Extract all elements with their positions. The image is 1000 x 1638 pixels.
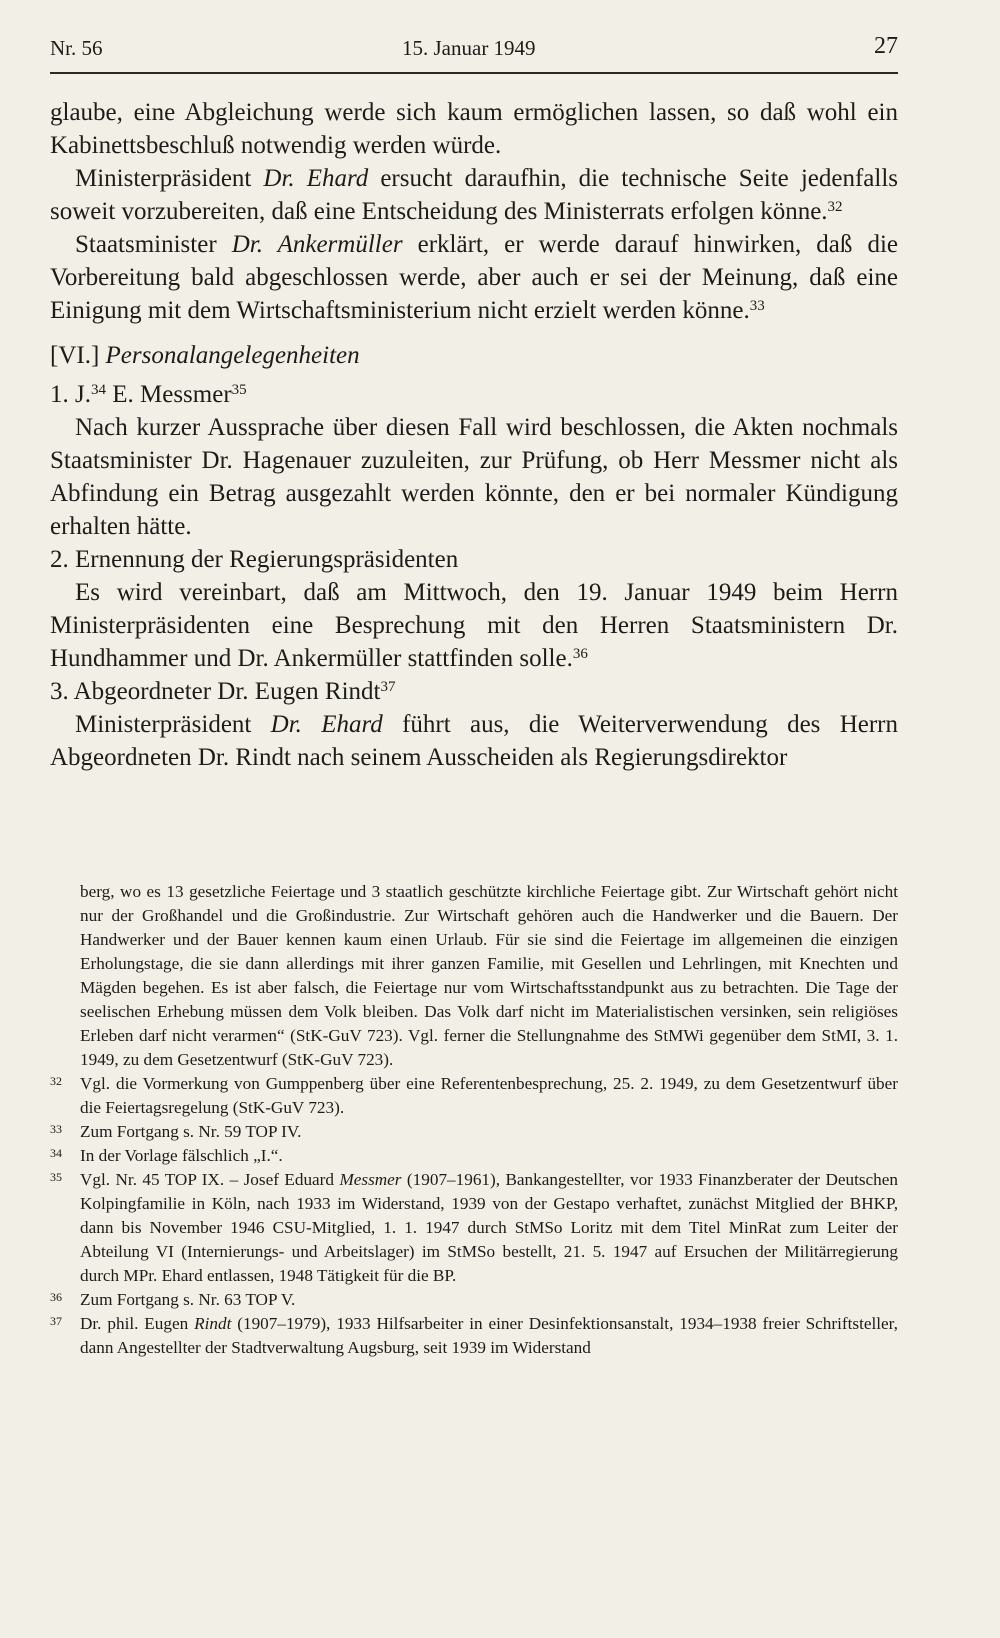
footnote-ref: 35 [231,381,247,398]
item-heading: 2. Ernennung der Regierungspräsidenten [50,546,459,573]
person-name: Rindt [194,1314,232,1333]
footnote-number: 34 [50,1146,62,1160]
running-header [50,30,898,74]
footnote-34: 34 In der Vorlage fälschlich „I.“. [50,1146,283,1165]
section-heading: [VI.] Personalangelegenheiten [50,342,360,369]
footnote-35: 35 Vgl. Nr. 45 TOP IX. – Josef Eduard Messmer (1907–1961), Bankangestellter, vor 1933 Finanzberater der Deutschen Kolpingfamilie in Köln, nach 1933 im Widerstand, 1939 von der Gestapo verhaftet, zunächst Mitglied der BHKP, dann bis November 1946 CSU-Mitglied, 1. 1. 1947 durch StMSo Loritz mit dem Titel MinRat zum Leiter der Abteilung VI (Internierungs- und Arbeitslager) im StMSo bestellt, 21. 5. 1947 auf Ersuchen der Militärregierung durch MPr. Ehard entlassen, 1948 Tätigkeit für die BP. [50,1170,898,1285]
header-date: 15. Januar 1949 [402,36,536,60]
document-number: Nr. 56 [50,36,103,60]
footnote-ref: 32 [827,198,843,215]
person-name: Dr. Ankermüller [231,231,403,258]
page-number: 27 [874,33,898,59]
footnote-ref: 37 [380,678,396,695]
item-heading: 1. J.$^{34}$ E. Messmer$^{35}$ [50,381,247,408]
main-text [50,96,898,774]
footnote-number: 37 [50,1314,62,1328]
footnote-number: 36 [50,1290,62,1304]
footnote-ref: 36 [572,645,588,662]
footnotes [50,880,898,1360]
footnote-number: 35 [50,1170,62,1184]
person-name: Dr. Ehard [263,165,369,192]
footnote-32: 32 Vgl. die Vormerkung von Gumppenberg über eine Referentenbesprechung, 25. 2. 1949, zu dem Gesetzentwurf über die Feiertagsregelung (StK-GuV 723). [50,1074,898,1117]
footnote-continuation: berg, wo es 13 gesetzliche Feiertage und 3 staatlich geschützte kirchliche Feiertage gibt. Zur Wirtschaft gehört nicht nur der Großhandel und die Großindustrie. Zur Wirtschaft gehören auch die Handwerker und die Bauern. Der Handwerker und der Bauer kennen kaum einen Urlaub. Für sie sind die Feiertage im allgemeinen die einzigen Erholungstage, die sie dann allerdings mit ihrer ganzen Familie, mit Gesellen und Lehrlingen, mit Knechten und Mägden begehen. Es ist aber falsch, die Feiertage nur vom Wirtschaftsstandpunkt aus zu betrachten. Die Tage der seelischen Erhebung müssen dem Volk bleiben. Das Volk darf nicht im Materialistischen versinken, sein religiöses Erleben darf nicht verarmen“ (StK-GuV 723). Vgl. ferner die Stellungnahme des StMWi gegenüber dem StMI, 3. 1. 1949, zu dem Gesetzentwurf (StK-GuV 723). [80,882,898,1069]
section-title: Personalangelegenheiten [105,342,360,369]
paragraph: Ministerpräsident Dr. Ehard führt aus, die Weiterverwendung des Herrn Abgeordneten Dr. Rindt nach seinem Ausscheiden als Regierungsdirektor [50,711,899,771]
paragraph: Ministerpräsident Dr. Ehard ersucht daraufhin, die technische Seite jedenfalls soweit vorzubereiten, daß eine Entscheidung des Ministerrats erfolgen könne.$^{32}$ [50,165,899,225]
footnote-36: 36 Zum Fortgang s. Nr. 63 TOP V. [50,1290,296,1309]
item-heading: 3. Abgeordneter Dr. Eugen Rindt$^{37}$ [50,678,396,705]
footnote-ref: 33 [749,297,765,314]
footnote-33: 33 Zum Fortgang s. Nr. 59 TOP IV. [50,1122,302,1141]
paragraph: glaube, eine Abgleichung werde sich kaum ermöglichen lassen, so daß wohl ein Kabinettsbeschluß notwendig werden würde. [50,99,898,159]
person-name: Messmer [339,1170,402,1189]
paragraph: Es wird vereinbart, daß am Mittwoch, den 19. Januar 1949 beim Herrn Ministerpräsidenten eine Besprechung mit den Herren Staatsministern Dr. Hundhammer und Dr. Ankermüller stattfinden solle.$^{36}$ [50,579,898,672]
paragraph: Nach kurzer Aussprache über diesen Fall wird beschlossen, die Akten nochmals Staatsminister Dr. Hagenauer zuzuleiten, zur Prüfung, ob Herr Messmer nicht als Abfindung ein Betrag ausgezahlt werden könnte, den er bei normaler Kündigung erhalten hätte. [50,414,898,540]
paragraph: Staatsminister Dr. Ankermüller erklärt, er werde darauf hinwirken, daß die Vorbereitung bald abgeschlossen werde, aber auch er sei der Meinung, daß eine Einigung mit dem Wirtschaftsministerium nicht erzielt werden könne.$^{33}$ [50,231,898,324]
footnote-37: 37 Dr. phil. Eugen Rindt (1907–1979), 1933 Hilfsarbeiter in einer Desinfektionsanstalt, 1934–1938 freier Schriftsteller, dann Angestellter der Stadtverwaltung Augsburg, seit 1939 im Widerstand [50,1314,898,1357]
footnote-ref: 34 [90,381,106,398]
footnote-number: 32 [50,1074,62,1088]
person-name: Dr. Ehard [270,711,383,738]
footnote-number: 33 [50,1122,62,1136]
